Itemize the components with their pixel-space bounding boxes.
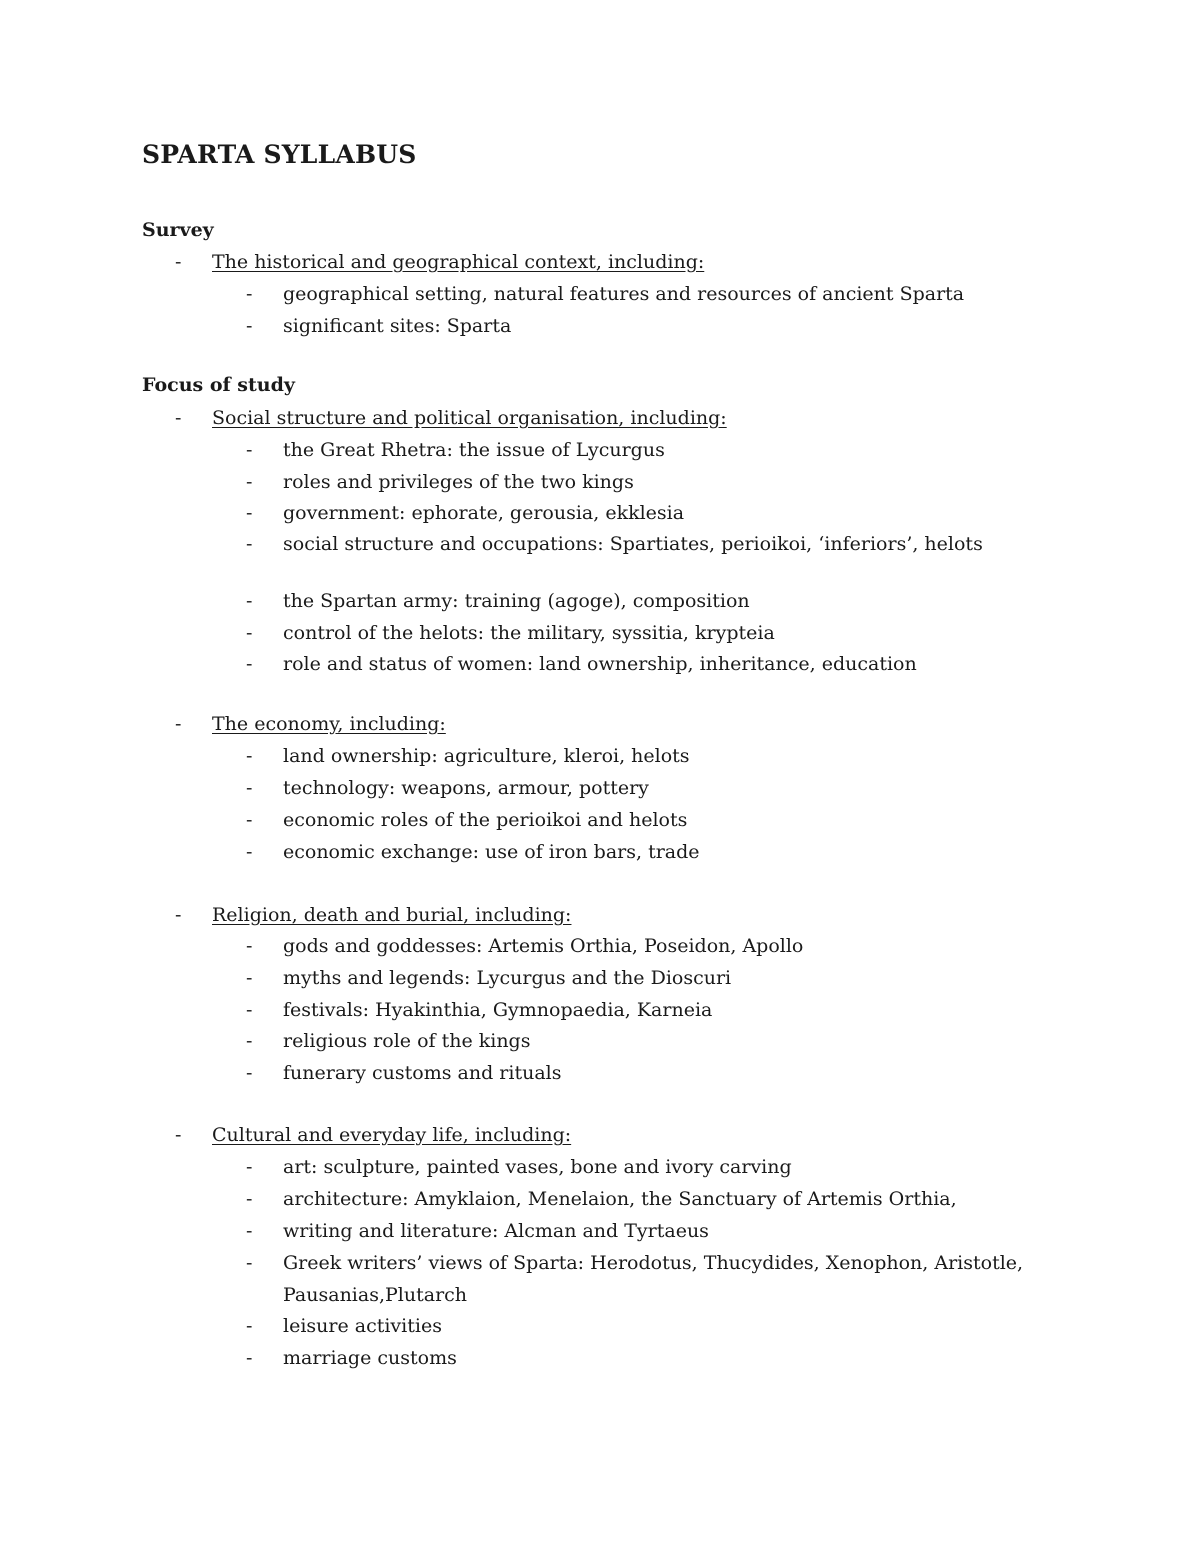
list-item: government: ephorate, gerousia, ekklesia <box>283 502 685 524</box>
list-item: significant sites: Sparta <box>283 315 512 337</box>
item-dash: - <box>246 1156 253 1178</box>
list-item: Greek writers’ views of Sparta: Herodotus, Thucydides, Xenophon, Aristotle, <box>283 1252 1024 1274</box>
item-dash: - <box>246 1220 253 1242</box>
item-dash: - <box>246 590 253 612</box>
document-title: SPARTA SYLLABUS <box>142 140 417 169</box>
item-dash: - <box>246 1030 253 1052</box>
item-dash: - <box>246 999 253 1021</box>
list-item: the Great Rhetra: the issue of Lycurgus <box>283 439 665 461</box>
item-dash: - <box>246 653 253 675</box>
list-item: geographical setting, natural features and resources of ancient Sparta <box>283 283 965 305</box>
topic-label-economy: The economy, including: <box>212 713 446 735</box>
list-item: myths and legends: Lycurgus and the Dioscuri <box>283 967 732 989</box>
topic-dash: - <box>175 904 182 926</box>
item-dash: - <box>246 1062 253 1084</box>
item-dash: - <box>246 533 253 555</box>
list-item: marriage customs <box>283 1347 457 1369</box>
list-item: roles and privileges of the two kings <box>283 471 634 493</box>
item-dash: - <box>246 283 253 305</box>
topic-dash: - <box>175 1124 182 1146</box>
item-dash: - <box>246 967 253 989</box>
list-item: art: sculpture, painted vases, bone and ivory carving <box>283 1156 792 1178</box>
list-item: economic roles of the perioikoi and helots <box>283 809 688 831</box>
item-dash: - <box>246 777 253 799</box>
list-item: gods and goddesses: Artemis Orthia, Poseidon, Apollo <box>283 935 804 957</box>
topic-dash: - <box>175 407 182 429</box>
topic-label-religion: Religion, death and burial, including: <box>212 904 572 926</box>
section-heading-focus-of-study: Focus of study <box>142 374 295 396</box>
list-item: the Spartan army: training (agoge), composition <box>283 590 750 612</box>
list-item: social structure and occupations: Spartiates, perioikoi, ‘inferiors’, helots <box>283 533 983 555</box>
item-dash: - <box>246 502 253 524</box>
topic-label-historical-context: The historical and geographical context, including: <box>212 251 705 273</box>
item-dash: - <box>246 935 253 957</box>
topic-dash: - <box>175 713 182 735</box>
item-dash: - <box>246 315 253 337</box>
topic-label-cultural-life: Cultural and everyday life, including: <box>212 1124 572 1146</box>
item-dash: - <box>246 439 253 461</box>
item-dash: - <box>246 841 253 863</box>
item-dash: - <box>246 1315 253 1337</box>
item-dash: - <box>246 809 253 831</box>
list-item: religious role of the kings <box>283 1030 531 1052</box>
item-dash: - <box>246 1252 253 1274</box>
list-item: writing and literature: Alcman and Tyrtaeus <box>283 1220 709 1242</box>
item-dash: - <box>246 745 253 767</box>
list-item: land ownership: agriculture, kleroi, helots <box>283 745 690 767</box>
list-item: role and status of women: land ownership, inheritance, education <box>283 653 917 675</box>
list-item-continuation: Pausanias,Plutarch <box>283 1284 468 1306</box>
list-item: technology: weapons, armour, pottery <box>283 777 649 799</box>
list-item: control of the helots: the military, syssitia, krypteia <box>283 622 775 644</box>
item-dash: - <box>246 471 253 493</box>
list-item: festivals: Hyakinthia, Gymnopaedia, Karneia <box>283 999 713 1021</box>
item-dash: - <box>246 1347 253 1369</box>
topic-label-social-structure: Social structure and political organisation, including: <box>212 407 727 429</box>
list-item: architecture: Amyklaion, Menelaion, the Sanctuary of Artemis Orthia, <box>283 1188 957 1210</box>
item-dash: - <box>246 1188 253 1210</box>
list-item: economic exchange: use of iron bars, trade <box>283 841 700 863</box>
item-dash: - <box>246 622 253 644</box>
section-heading-survey: Survey <box>142 219 214 241</box>
topic-dash: - <box>175 251 182 273</box>
list-item: funerary customs and rituals <box>283 1062 562 1084</box>
list-item: leisure activities <box>283 1315 442 1337</box>
